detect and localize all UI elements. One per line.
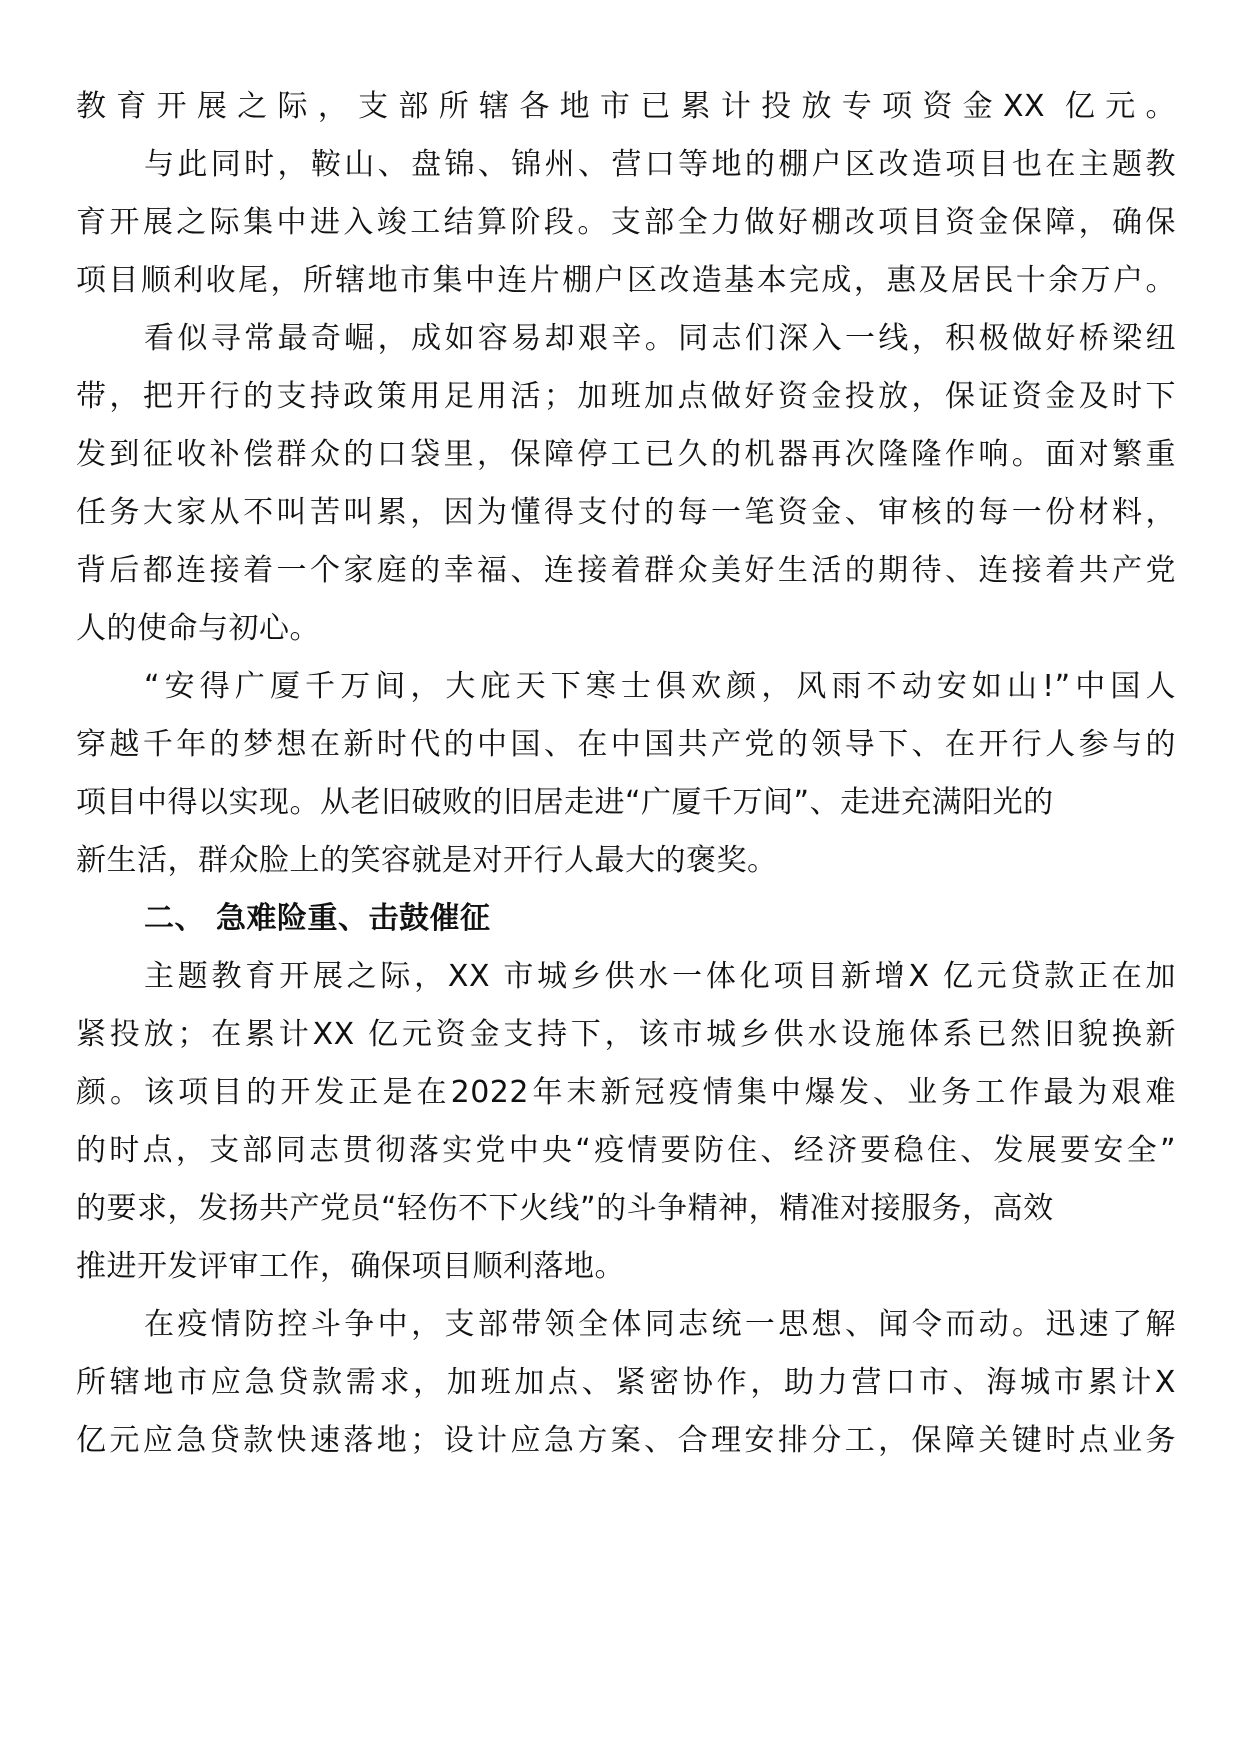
- paragraph-first-line: 看似寻常最奇崛，成如容易却艰辛。同志们深入一线，积极做好桥梁纽: [144, 321, 1176, 356]
- text-line: 育开展之际集中进入竣工结算阶段。支部全力做好棚改项目资金保障，确保: [76, 205, 1176, 240]
- paragraph-last-line: 人的使命与初心。: [76, 611, 320, 646]
- paragraph-first-line: 与此同时，鞍山、盘锦、锦州、营口等地的棚户区改造项目也在主题教: [144, 147, 1176, 182]
- text-line: 项目中得以实现。从老旧破败的旧居走进“广厦千万间”、走进充满阳光的: [76, 785, 1054, 820]
- paragraph-first-line: “安得广厦千万间，大庇天下寒士俱欢颜，风雨不动安如山!”中国人: [144, 669, 1176, 704]
- document-page: [76, 78, 1176, 1470]
- text-line: 教育开展之际，支部所辖各地市已累计投放专项资金XX 亿元。: [76, 89, 1176, 124]
- text-line: 颜。该项目的开发正是在2022年末新冠疫情集中爆发、业务工作最为艰难: [76, 1075, 1176, 1110]
- section-heading: 二、 急难险重、击鼓催征: [144, 901, 491, 936]
- text-line: 发到征收补偿群众的口袋里，保障停工已久的机器再次隆隆作响。面对繁重: [76, 437, 1176, 472]
- paragraph-first-line: 在疫情防控斗争中，支部带领全体同志统一思想、闻令而动。迅速了解: [144, 1307, 1176, 1342]
- text-line: 穿越千年的梦想在新时代的中国、在中国共产党的领导下、在开行人参与的: [76, 727, 1176, 762]
- text-line: 项目顺利收尾，所辖地市集中连片棚户区改造基本完成，惠及居民十余万户。: [76, 263, 1176, 298]
- text-line: 背后都连接着一个家庭的幸福、连接着群众美好生活的期待、连接着共产党: [76, 553, 1176, 588]
- text-line: 带，把开行的支持政策用足用活；加班加点做好资金投放，保证资金及时下: [76, 379, 1176, 414]
- text-line: 紧投放；在累计XX 亿元资金支持下，该市城乡供水设施体系已然旧貌换新: [76, 1017, 1176, 1052]
- text-line: 亿元应急贷款快速落地；设计应急方案、合理安排分工，保障关键时点业务: [76, 1423, 1176, 1458]
- paragraph-first-line: 主题教育开展之际，XX 市城乡供水一体化项目新增X 亿元贷款正在加: [144, 959, 1176, 994]
- text-line: 的要求，发扬共产党员“轻伤不下火线”的斗争精神，精准对接服务，高效: [76, 1191, 1054, 1226]
- paragraph-last-line: 新生活，群众脸上的笑容就是对开行人最大的褒奖。: [76, 843, 778, 878]
- text-line: 的时点，支部同志贯彻落实党中央“疫情要防住、经济要稳住、发展要安全”: [76, 1133, 1176, 1168]
- paragraph-last-line: 推进开发评审工作，确保项目顺利落地。: [76, 1249, 625, 1284]
- text-line: 任务大家从不叫苦叫累，因为懂得支付的每一笔资金、审核的每一份材料，: [76, 495, 1176, 530]
- text-line: 所辖地市应急贷款需求，加班加点、紧密协作，助力营口市、海城市累计X: [76, 1365, 1176, 1400]
